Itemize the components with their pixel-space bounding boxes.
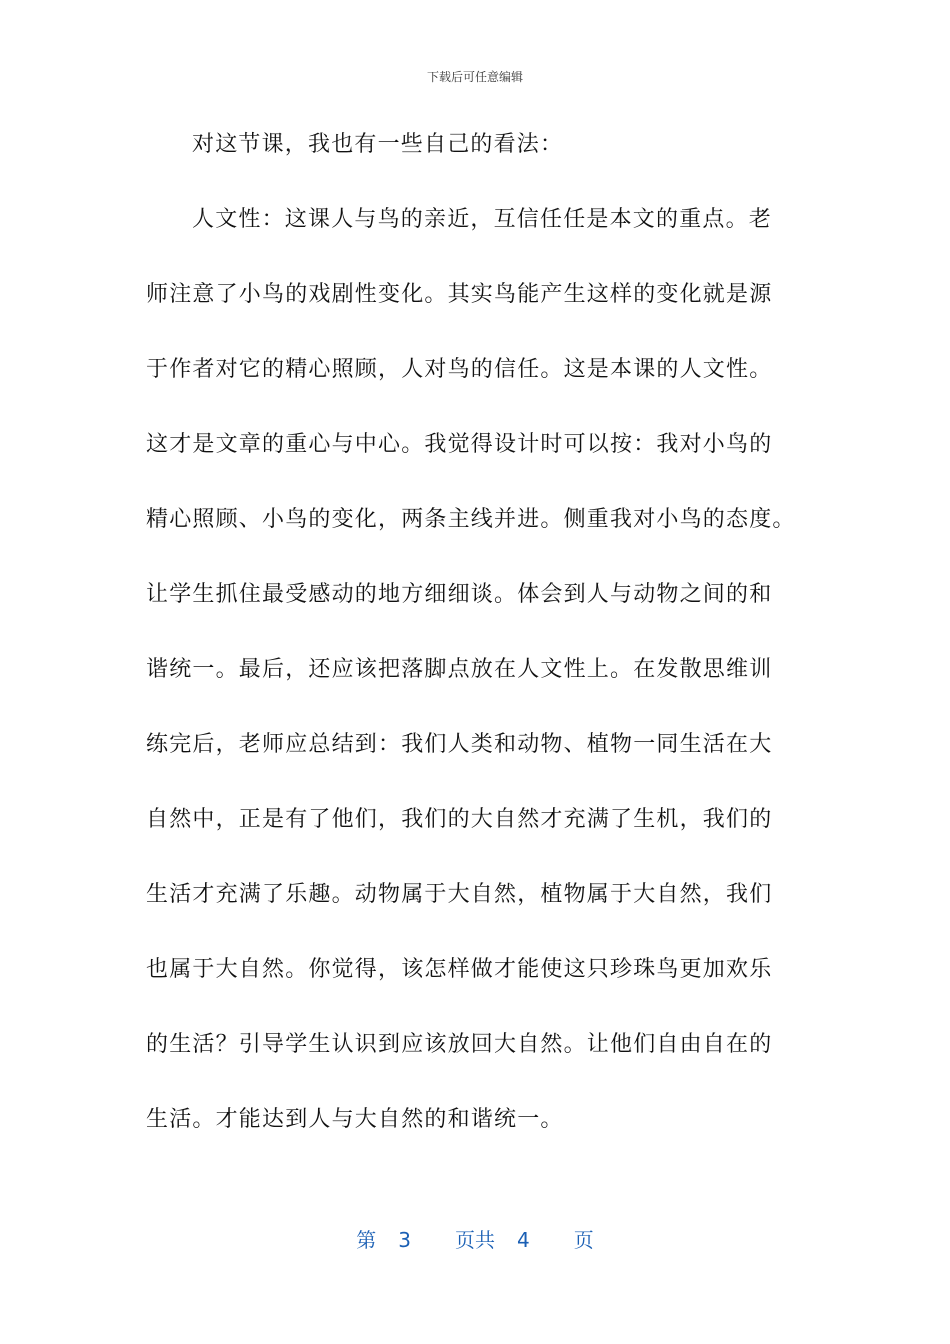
paragraph-line: 这才是文章的重心与中心。我觉得设计时可以按：我对小鸟的 xyxy=(146,432,773,457)
page-prefix: 第 xyxy=(356,1228,377,1252)
paragraph-line: 练完后，老师应总结到：我们人类和动物、植物一同生活在大 xyxy=(146,732,773,757)
paragraph-line: 对这节课，我也有一些自己的看法： xyxy=(192,132,564,157)
page-mid-label: 页共 xyxy=(455,1228,495,1252)
total-pages-number: 4 xyxy=(517,1228,530,1252)
paragraph-line: 让学生抓住最受感动的地方细细谈。体会到人与动物之间的和 xyxy=(146,582,773,607)
document-body xyxy=(146,126,806,1176)
current-page-number: 3 xyxy=(398,1228,411,1252)
paragraph-line: 的生活？引导学生认识到应该放回大自然。让他们自由自在的 xyxy=(146,1032,773,1057)
paragraph-line: 于作者对它的精心照顾，人对鸟的信任。这是本课的人文性。 xyxy=(146,357,773,382)
paragraph-line: 生活才充满了乐趣。动物属于大自然，植物属于大自然，我们 xyxy=(146,882,773,907)
paragraph-line: 生活。才能达到人与大自然的和谐统一。 xyxy=(146,1107,564,1132)
paragraph-line: 自然中，正是有了他们，我们的大自然才充满了生机，我们的 xyxy=(146,807,773,832)
paragraph-line: 也属于大自然。你觉得，该怎样做才能使这只珍珠鸟更加欢乐 xyxy=(146,957,773,982)
page-footer xyxy=(0,1224,950,1253)
page-suffix: 页 xyxy=(573,1228,594,1252)
header-note: 下载后可任意编辑 xyxy=(426,70,523,84)
paragraph-line: 谐统一。最后，还应该把落脚点放在人文性上。在发散思维训 xyxy=(146,657,773,682)
paragraph-line: 人文性：这课人与鸟的亲近，互信任任是本文的重点。老 xyxy=(192,207,773,232)
paragraph-line: 师注意了小鸟的戏剧性变化。其实鸟能产生这样的变化就是源 xyxy=(146,282,773,307)
paragraph-line: 精心照顾、小鸟的变化，两条主线并进。侧重我对小鸟的态度。 xyxy=(146,507,796,532)
